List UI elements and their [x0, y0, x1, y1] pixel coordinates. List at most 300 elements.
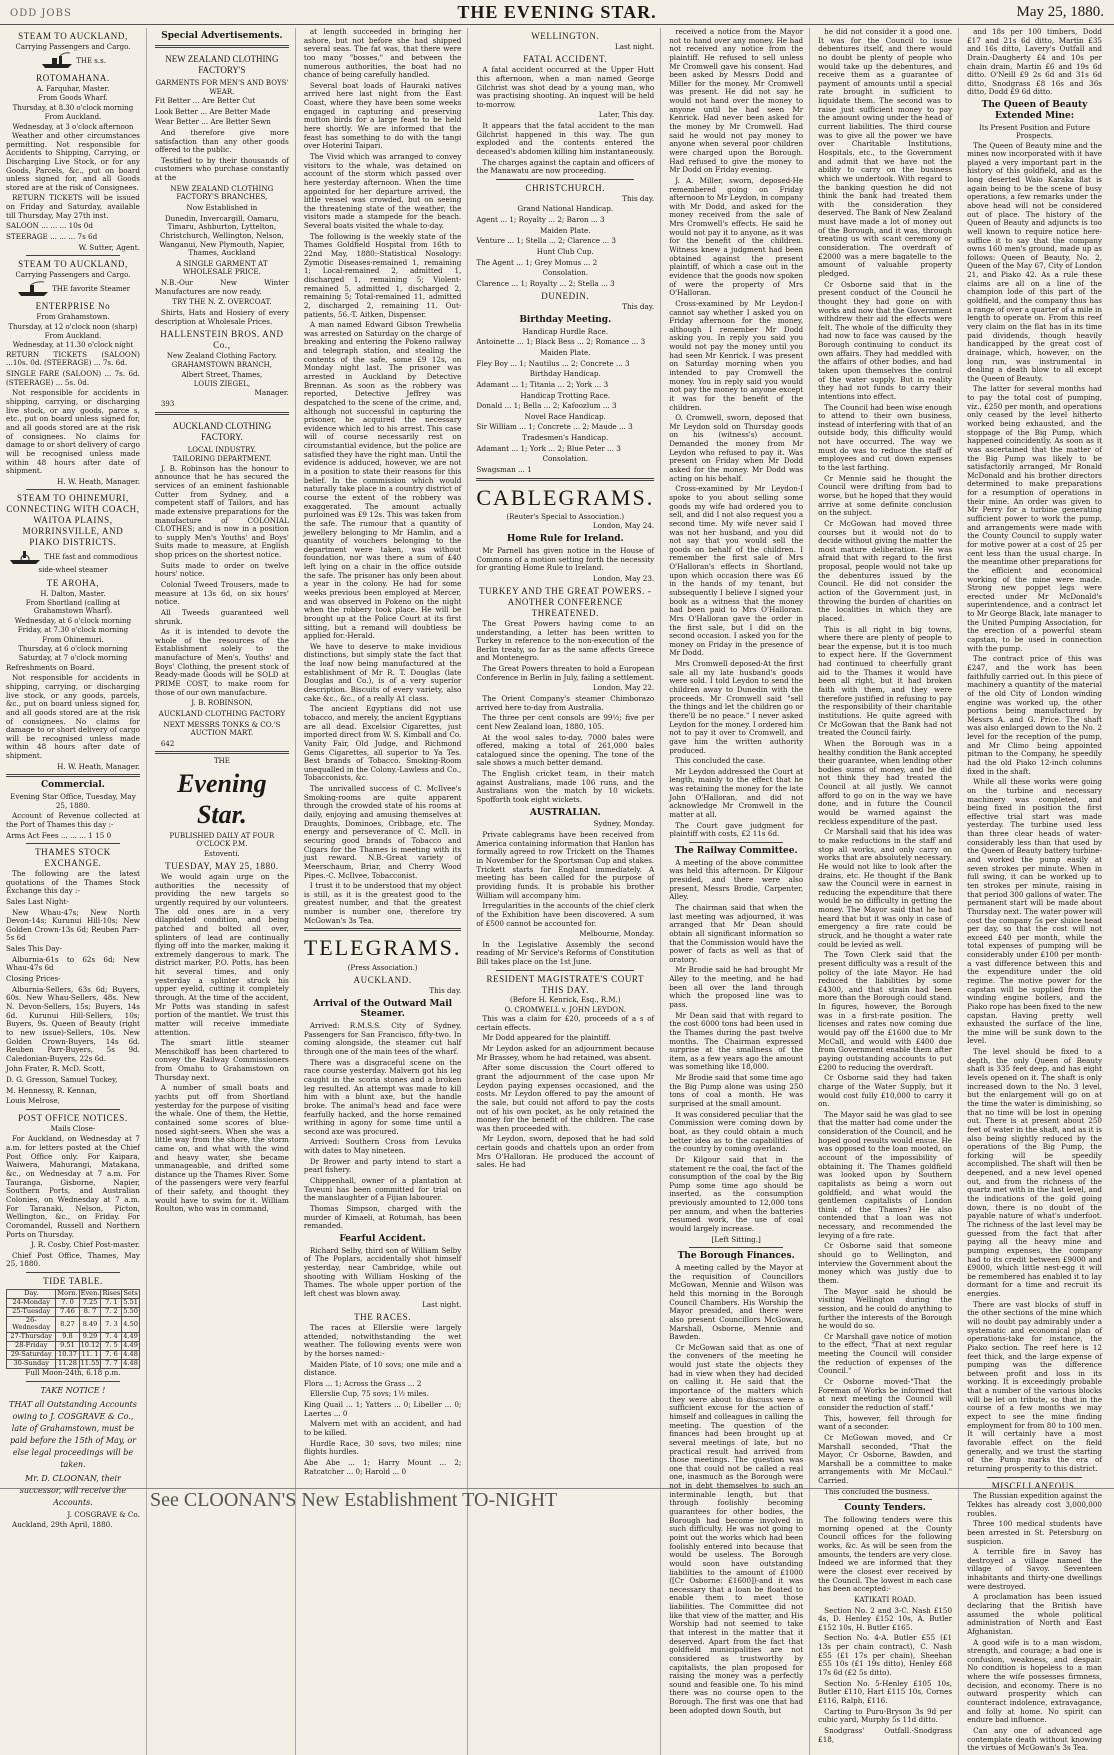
race-title: Maiden Plate.: [539, 225, 591, 235]
ad-text: Not responsible for accidents in shipping, carrying, or discharging live stock, or any goods, parcels, &c., put on board unless signed for, and all goods stored are at the risk of consignees. No claims for damage to or short delivery of cargo will be recognised unless made within 48 hours after date of shipment.: [6, 673, 140, 761]
article-text: The charges against the captain and officers of the Manawatu are now proceeding.: [476, 157, 655, 176]
ad-number: 393: [160, 400, 175, 409]
tide-cell: 7. 0: [56, 1298, 79, 1307]
article-text: Can any one of advanced age contemplate death without knowing the virtues of McGowan's 3s Tea.: [967, 1725, 1102, 1753]
article-text: Mr Brodie said that some time ago the Big Pump alone was using 250 tons of coal a month. He was surprised at the small amount.: [669, 1073, 804, 1109]
article-text: Cr Osborne said that someone should go to Wellington, and interview the Government about the money which was justly due to them.: [818, 1241, 953, 1285]
divider: [496, 179, 634, 180]
article-text: The following are the latest quotations of the Thames Stock Exchange this day :-: [6, 869, 140, 896]
tide-cell: 11.55: [80, 1359, 100, 1368]
article-text: The Russian expedition against the Tekkes has already cost 3,000,000 roubles.: [967, 1491, 1102, 1518]
article-text: The Vivid which was arranged to convey visitors to the whale, was detained on account of the storm which passed over here yesterday afternoon. When the time appointed for her departure arrived, the little vessel was crowded, but on seeing the threatening state of the weather, the visitors made a stampede for the beach. Several boats visited the whale to-day.: [303, 151, 462, 231]
divider: [26, 255, 120, 256]
article-text: Dr Kilgour said that in the statement re the coal, the fact of the consumption of the coal by the Big Pump some time ago should be inserted, as the consumption previously amounted to 12,000 tons per annum, and when the batteries resumed work, the use of coal would largely increase.: [669, 1154, 804, 1233]
notice-text: THAT all Outstanding Accounts owing to J. COSGRAVE & Co., late of Grahamstown, must be paid before the 15th of May, or else legal proceedings will be taken.: [9, 1399, 137, 1469]
article-text: Cr McGowan moved, and Cr Marshall seconded, "That the Mayor, Cr Osborne, Bawden, and Marshall be a committee to make arrangements with Mr McCaul." Carried.: [818, 1432, 953, 1486]
race-title: Novel Race Handicap.: [524, 411, 606, 421]
race-title: Maiden Plate, of 10 sovs; one mile and a distance.: [303, 1359, 462, 1378]
article-text: After some discussion the Court offered to grant the adjournment of the case upon Mr Leydon paying expenses occasioned, and the costs. Mr Leydon offered to pay the amount of the sale, but could not afford to pay the costs out of his own pocket, as he only retained the money for the benefit of the children. The case was then proceeded with.: [476, 1063, 655, 1133]
ad-text: Not responsible for accidents in shipping, carrying, or discharging live stock, or any goods, parce s, etc., put on board unless signed for, and all goods stored are at the risk of consignees. No claims for damage to or short delivery of cargo will be recognised unless made within 48 hours after date of shipment.: [6, 388, 140, 476]
tide-cell: 7.25: [79, 1298, 101, 1307]
fare-line: STEERAGE ... ... ... 7s 6d: [6, 231, 98, 241]
ad-signature: J. R. Cosby, Chief Post-master.: [30, 1240, 140, 1250]
divider: [689, 842, 783, 843]
ad-heading: STEAM TO AUCKLAND,: [18, 259, 128, 270]
steamship-icon: [16, 280, 50, 298]
article-text: The following tenders were this morning opened at the County Council offices for the following works, &c. As will be seen from the amounts, the tenders are very close. Indeed we are informed that they were the closest ever received by the Council. The lowest in each case has been accepted:-: [818, 1515, 953, 1594]
article-text: Cross-examined by Mr Leydon-I spoke to you about selling some goods my wife had ordered you to sell, and did I not also request you a second time. My wife never said I was not her husband, and you did not say that you would sell the goods on behalf of the children. I remember the first sale of Mrs O'Halloran's effects in Shortland, upon which occasion there was £6 in the hands of my tenant, but subsequently I believe I signed your book as a witness that the money had been paid to Mrs O'Halloran. Mrs O'Halloran gave the order in the first sale, but I did on the second occasion. I asked you for the money on Friday in the presence of Mr Dodd.: [669, 484, 804, 658]
place-heading: AUCKLAND.: [353, 975, 412, 986]
tide-cell: 8. 7: [79, 1307, 101, 1316]
article-text: The Council had been wise enough to attend to their own business, instead of interfering with that of an outside body, this difficulty would not have occurred. The way we must do was to reduce the staff of employees and cut down expenses to the last farthing.: [818, 402, 953, 473]
divider: [6, 774, 140, 777]
tide-table: [6, 1289, 140, 1369]
ad-number: 642: [160, 739, 175, 748]
dateline: London, May 24.: [592, 521, 655, 531]
ad-text: All Tweeds guaranteed well shrunk.: [154, 607, 289, 626]
route-time: Thursday, at 6 o'clock morning: [18, 644, 128, 653]
dateline: Chief Post Office, Thames, May 25, 1880.: [6, 1250, 140, 1269]
race-results: King Quail ... 1; Yatters ... 0; Libeller ... 0; Laertes ... 0: [303, 1400, 462, 1418]
paper-nameplate: Evening Star.: [177, 768, 267, 829]
article-text: O. Cromwell, sworn, deposed that Mr Leydon sold on Thursday goods on his (witness's) account. Demanded the money from Mr Leydon who refused to pay it. Was present on Friday when Mr Dodd asked for the money. Mr Dodd was acting on his behalf.: [669, 413, 804, 483]
revenue-line: Arms Act Fees ... ... ... 1 15 0: [6, 830, 112, 840]
article-text: Mr Leydon, sworn, deposed that he had sold certain goods and chattels upon an order from Mrs O'Halloran. He produced the account of sales. He had: [476, 1134, 655, 1170]
route-time: Wednesday, at 11.30 o'clock night: [12, 341, 134, 350]
tide-cell: 10.12: [80, 1341, 100, 1350]
ship-pre: THE fast and commodious side-wheel steamer: [38, 553, 138, 575]
article-heading: The Borough Finances.: [677, 1251, 795, 1262]
route-time: Thursday, at 12 o'clock noon (sharp): [8, 322, 138, 331]
dateline: Last night.: [422, 1299, 462, 1309]
tide-cell: 4.49: [123, 1332, 138, 1341]
article-text: Mr Leydon addressed the Court at length, mainly to the effect that he was retaining the money for the late John O'Halloran, and did not acknowledge Mr Cromwell in the matter at all.: [669, 766, 804, 820]
race-title: Consolation.: [542, 268, 589, 278]
article-text: Cr Marshall said that his idea was to make reductions in the staff and stop all works, and only carry on works that are absolutely necessary. He would not like to look after the drains, etc. He thought if the Bank saw the Council were in earnest in reducing the expenditure that there would be no difficulty in getting the money. The Mayor said that he had heard that but it was only in case of emergency a fire rate could be struck, and he thought a water rate could be levied as well.: [818, 827, 953, 949]
tide-cell: 9.51: [56, 1342, 79, 1351]
tide-cell: 25-Tuesday: [7, 1307, 56, 1316]
article-text: A meeting called by the Mayor at the requisition of Councillors McGowan, Mennie and Wilson was held this morning in the Borough Council Chambers. His Worship the Mayor presided, and there were also present Councillors McGowan, Marshall, Osborne, Mennie and Bawden.: [669, 1263, 804, 1342]
article-text: received a notice from the Mayor not to hand over any money. He had not received any notice from the plaintiff. He refused to sell unless Mr Cromwell gave his consent. Had been asked by Messrs Dodd and Miller for the money. Mr Cromwell was present. He did not say he would not hand over the money to anyone until he had seen Mr Kenrick. Had never been asked for the money by Mr Cromwell. Had said he would not pay money to anyone when several poor children were charged upon the Borough. Had refused to give the money to Mr Dodd on Friday evening.: [669, 27, 804, 175]
divider: [987, 1477, 1082, 1478]
ad-subheading: TAILORING DEPARTMENT.: [172, 455, 272, 464]
quote-list: Alburnia-61s to 62s 6d; New Whau-47s 6d: [6, 954, 140, 973]
article-heading: Birthday Meeting.: [519, 314, 612, 325]
article-text: While all these works were going on the turbine and necessary machinery was completed, and being fixed in position the first effective trial start was made yesterday. The turbine used less than three clear heads of water-considerably less than that used by the Queen of Beauty battery turbine-and worked the pump easily at seven strokes per minute. When in full swing, it can be worked up to ten strokes per minute, raising in that period 300 gallons of water. The permanent start will be made about Thursday next. The water power will cost the company 5s per sluice head per day, so that the cost will not exceed £40 per month, while the total expenses of pumping will be considerably under £100 per month-a vast difference between this and the expenditure under the old regime. The motive power for the capstan will be supplied from the winding engine boilers, and the Piako rope has been fixed to the new capstan. Having pretty well exhausted the surface of the line, the mine will be sunk down to the level.: [967, 777, 1102, 1046]
race-results: Clarence ... 1; Royalty ... 2; Stella ... 3: [476, 278, 615, 288]
tide-cell: 24-Monday: [7, 1298, 56, 1307]
race-title: Ellerslie Cup, 75 sovs; 1½ miles.: [309, 1389, 429, 1399]
tide-cell: 7. 7: [101, 1360, 122, 1369]
race-title: Hunt Club Cup.: [536, 246, 594, 256]
notice-heading: TAKE NOTICE !: [40, 1385, 106, 1395]
race-title: Grand National Handicap.: [517, 204, 614, 214]
article-text: A meeting of the above committee was held this afternoon. Dr Kilgour presided, and there were also present, Messrs Brodie, Carpenter, Alley.: [669, 857, 804, 902]
ad-heading: NEW ZEALAND CLOTHING FACTORY'S: [165, 53, 279, 76]
list-label: Mails Close-: [50, 1123, 96, 1133]
list-label: Sales Last Night-: [6, 896, 69, 906]
paper-publication: PUBLISHED DAILY AT FOUR O'CLOCK P.M.: [169, 832, 275, 849]
article-text: and 18s per 100 timbers, Dodd £17 and 21s 6d ditto, Martin £35 and 16s ditto, Lavery's Outfall and Drain.-Daugherty £4 and 10s per chain drain, Martin £6 and 19s 6d ditto. O'Neill £9 2s 6d and 31s 6d ditto, Snodgrass £8 16s and 36s ditto, Dodd £9 6d ditto.: [967, 27, 1102, 97]
ship-line: [6, 548, 140, 574]
article-text: Section No. 4-A. Butler £55 (£1 13s per chain contract), C. Nash £55 (£1 17s per chain), Sheehan £55 10s (£1 19s ditto), Henley £68 17s 6d (£2 5s ditto).: [818, 1633, 953, 1678]
ad-signature: J. B. ROBINSON,: [191, 698, 253, 708]
article-text: It appears that the fatal accident to the man Gilchrist happened in this way. The gun exploded and the contents entered the deceased's abdomen killing him instantaneously.: [476, 121, 655, 156]
route-time: Friday, at 7.30 o'clock morning: [17, 626, 129, 635]
route-from: From Goods Wharf.: [38, 94, 108, 103]
dateline: Melbourne, Monday.: [579, 929, 655, 939]
tide-cell: 11. 1: [79, 1351, 101, 1360]
divider: [26, 1109, 120, 1110]
article-text: Snodgrass' Outfall.-Snodgrass £18,: [818, 1725, 953, 1744]
ship-line: [6, 280, 140, 298]
dateline: This day.: [622, 193, 655, 203]
section-heading: POST OFFICE NOTICES.: [18, 1113, 128, 1124]
tide-footer: Full Moon-24th, 6.18 p.m.: [25, 1368, 121, 1378]
article-text: The Town Clerk said that the present difficulty was a result of the policy of the late Mayor. He had reduced the liabilities by some £4300, and that strain had been more than the Borough could stand. In figures, however, the Borough was in a first-rate position. The licenses and rates now coming due would pay off the £1600 due to Mr McCall, and would with £400 due from Government enable them after paying outstanding accounts to put £200 to reducing the overdraft.: [818, 950, 953, 1072]
ad-signature: NEXT MESSRS TONKS & CO.'S AUCTION MART.: [163, 719, 281, 738]
tide-cell: 4.49: [123, 1341, 138, 1350]
tide-cell: 10.37: [56, 1351, 79, 1360]
ad-signature: LOUIS ZIEGEL,: [193, 380, 251, 389]
article-text: Private cablegrams have been received from America containing information that Hanlon has formally agreed to row Trickett on the Thames in November for the Sportsman Cup and stakes. Trickett starts for England immediately. A meeting has been called for the purpose of providing funds. It is probable his brother William will accompany him.: [476, 830, 655, 900]
ad-heading: A SINGLE GARMENT AT WHOLESALE PRICE.: [176, 258, 268, 277]
ship-name: ROTOMAHANA.: [36, 73, 110, 84]
article-text: The latter for several months had to pay the total cost of pumping, viz., £250 per month, and operations only ceased by the level hitherto worked being exhausted, and the stoppage of the Big Pump, which happened coincidently. As soon as it was ascertained that the matter of the Big Pump was likely to be satisfactorily arranged, Mr Ronald McDonald and his brother directors determined to make preparations for a resumption of operations in their mine. An order was given to Mr Perry for a turbine generating sufficient power to work the pump, and arrangements were made with the County Council to supply water for motive power at a cost of 25 per cent less than the usual charge. In the meantime other preparations for the efficient and economical working of the mine were made. Strong new poppet legs were erected under Mr McDonald's superintendence, and a contract let to Mr George Black, late manager to the United Pumping Association, for the erection of a powerful steam capstan, to be used in connection with the pump.: [967, 384, 1102, 653]
dateline: London, May 23.: [592, 573, 655, 583]
ship-name: ENTERPRISE No: [35, 301, 111, 312]
race-results: Swagsman ... 1: [476, 465, 532, 475]
divider: [26, 843, 120, 844]
tide-header-cell: Sets: [123, 1288, 138, 1297]
quote-list: Alburnia-Sellers, 63s 6d; Buyers, 60s. New Whau-Sellers, 48s. New N. Devon-Sellers, 15s; Buyers, 14s 6d. Kurunui Hill-Sellers, 10s; Buyers, 9s. Queen of Beauty (right to new issue)-Sellers, 10s. New Golden Crown-Buyers, 14s 6d. Reuben Parr-Buyers, 5s 9d. Caledonian-Buyers, 22s 6d.: [6, 984, 140, 1063]
article-text: Cr Osborne said they had taken charge of the Water Supply, but it would cost fully £10,000 to carry it on.: [818, 1073, 953, 1109]
paper-the: THE: [213, 757, 230, 766]
ad-text: N.B.-Our New Winter Manufactures are now ready.: [154, 278, 289, 296]
ship-master: H. Dalton, Master.: [40, 589, 106, 598]
ad-heading: STEAM TO AUCKLAND,: [18, 31, 128, 41]
article-text: A proclamation has been issued declaring that the British have assumed the whole political administration of North and East Afghanistan.: [967, 1592, 1102, 1636]
ad-text: RETURN TICKETS will be issued on Friday and Saturday, available till Thursday, May 27th inst.: [6, 193, 140, 220]
tide-cell: 27-Thursday: [7, 1333, 56, 1342]
ad-text: Testified to by their thousands of customers who purchase constantly at the: [154, 155, 289, 183]
section-heading: Commercial.: [40, 780, 105, 791]
ad-heading: STEAM TO OHINEMURI, CONNECTING WITH COACH, WAITOA PLAINS, MORRINSVILLE, AND PIAKO DISTRICTS.: [6, 493, 140, 547]
race-results: Adamant ... 1; York ... 2; Blue Peter ... 3: [476, 443, 621, 453]
article-text: Mr Brodie said he had brought Mr Alley to the meeting, and he had been all over the land through which the proposed line was to pass.: [669, 965, 804, 1009]
section-heading: AUSTRALIAN.: [529, 807, 601, 818]
article-text: A man named Edward Gibson Trewhelia was arrested on Saturday on the charge of breaking and entering the Pokeno railway and telegraph station, and stealing the contents of the safe, some £9 12s, on Monday night last. The prisoner was arrested in Auckland by Detective Brennan. As soon as the robbery was reported, Detective Jeffrey was despatched to the scene of the crime, and, although not successful in capturing the prisoner, he acquired the necessary evidence which led to his arrest. This case will of course necessarily rest on circumstantial evidence, but the police are satisfied they have the right man. Until the evidence is adduced, however, we are not in a position to state their reasons for this belief. In the commission which would naturally take place in a country district of course the extent of the robbery was exaggerated. The amount actually purloined was £9 12s. This was taken from the safe. The rumour that a quantity of jewellery belonging to Mr Hamlin, and a quantity of vouchers belonging to the department were taken, was without foundation, nor was there a sum of £40 left lying on a chair in the office outside the safe. The prisoner has only been about a year in the colony. He had for some weeks previous been employed at Mercer, and was observed in Pokeno on the night when the robbery took place. He will be brought up at the Police Court at its first sitting, but a remand will doubtless be applied for.-Herald.: [303, 320, 462, 641]
tide-cell: 4.48: [123, 1359, 138, 1368]
article-text: A terrible fire in Savoy has destroyed a village named the village of Savoy. Seventeen inhabitants and thirty-one dwellings were destroyed.: [967, 1547, 1102, 1591]
article-text: he did not consider it a good one. It was for the Council to issue debentures itself, and there would no doubt be plenty of people who would take up the debentures, and receive them as a guarantee of payment of amounts until a special rate brought in sufficient to liquidate them. The second was to raise just sufficient money to pay the amount owing under the head of current liabilities. The third course was to give all the power we have over Charitable Institutions, Hospitals, etc., to the Government and admit that we have not the ability to carry on the business which we undertook. With regard to the banking question he did not think the bank had treated them with the consideration they deserved. The Bank of New Zealand must have made a lot of money out of the Borough, and it was, through treating us with scant ceremony or consideration. The overdraft of £2000 was a mere bagatelle to the amount of valuable property pledged.: [818, 27, 953, 278]
route-from: From Auckland.: [44, 332, 102, 341]
tide-cell: 28-Friday: [7, 1342, 56, 1351]
tide-cell: 8.49: [79, 1316, 101, 1333]
dateline: This day.: [429, 985, 462, 995]
article-text: The Queen of Beauty mine and the mines now incorporated with it have played a very important part in the history of this goldfield, and as the long deserted Waio Karaka flat is again being to be the scene of busy operations, a few remarks under the above head will not be considered out of place. The history of the Queen of Beauty and adjuncts is too well known to require notice here-suffice it to say that the company owns 160 men's ground, made up as follows: Queen of Beauty, No. 2, Queen of the May 67, City of London 21, and Piako 42. As a rule these claims are all on a line of the champion lode of this part of the goldfield, and the company thus has a range of over a quarter of a mile in length to operate on. From this reef very claim on the flat has in its time paid dividends, though heavily handicapped by the great cost of drainage, which, however, on the long run, was instrumental in dealing a death blow to all except the Queen of Beauty.: [967, 140, 1102, 383]
article-text: This was a claim for £20, proceeds of a s of certain effects.: [476, 1014, 655, 1032]
article-text: The unrivalled success of C. McIlvee's Smoking-rooms are quite apparent through the crowded state of his rooms at daily, enjoying and amusing themselves at Draughts, Dominoes, Cribbage, etc. The energy and perseverance of C. McIl. in securing good brands of Tobacco and Cigars for the Thames is meeting with its just reward. N.B.-Great variety of Meerschaum, Briar, and Cherry Wood Pipes.-C. McIlvee, Tobacconist.: [303, 784, 462, 880]
tide-cell: 7. 2: [101, 1307, 122, 1316]
ad-heading: NEW ZEALAND CLOTHING FACTORY'S BRANCHES,: [170, 183, 274, 202]
section-heading: TELEGRAMS.: [303, 935, 462, 961]
tide-cell: 7. 4: [101, 1333, 122, 1342]
article-text: The chairman said that when the last meeting was adjourned, it was arranged that Mr Dean should obtain all significant information so that the Commission would have the power of facts as well as that of oratory.: [669, 902, 804, 964]
broker-line: M. Hennessy, R. Kennan,: [6, 1085, 97, 1095]
tide-cell: 9.8: [56, 1333, 79, 1342]
race-results: Antoinette ... 1; Black Bess ... 2; Romance ... 3: [476, 337, 646, 347]
article-text: Irregularities in the accounts of the chief clerk of the Exhibition have been discovered. A sum of £500 cannot be accounted for.: [476, 901, 655, 928]
article-text: at length succeeded in bringing her ashore, but not before she had shipped several seas. The fat was, that there were too many "bosses," and between the numerous authorities, the boat had no chance of being carefully handled.: [303, 27, 462, 80]
article-text: Mr Dean said that with regard to the cost 6000 tons had been used in the Thames during the past twelve months. The Chairman expressed surprise at the smallness of the item, as a few years ago the amount was something like 18,000.: [669, 1010, 804, 1072]
article-text: A good wife is to a man wisdom, strength, and courage; a bad one is confusion, weakness, and despair. No condition is hopeless to a man where the wife possesses firmness, decision, and economy. There is no outward prosperity which can counteract indolence, extravagance, and folly at home. No spirit can endure bad influence.: [967, 1637, 1102, 1725]
article-text: We have to deserve to make invidious distinctions, but simply state the fact that the loaf now being manufactured at the establishment of Mr R. T. Douglas (late Douglas and Co.), is of a very superior description. Biscuits of every variety, also cake &c., &c., of a really A1 class.: [303, 641, 462, 703]
fare-line: SINGLE FARE (SALOON) ... 7s. 6d. (STEERAGE) ... 5s. 0d.: [6, 369, 140, 387]
section-subheading: (Reuter's Special to Association.): [506, 513, 625, 522]
broker-line: D. G. Gresson, Samuel Tuckey,: [6, 1075, 118, 1085]
ad-heading: AUCKLAND CLOTHING FACTORY.: [172, 420, 272, 443]
section-heading: TIDE TABLE.: [43, 1276, 103, 1287]
race-results: The Agent ... 1; Grey Momus ... 2: [476, 257, 598, 267]
race-results: Abe Abe ... 1; Harry Mount ... 2; Ratcatcher ... 0; Harold ... 0: [303, 1457, 462, 1476]
tide-header-cell: Morn.: [57, 1288, 78, 1297]
article-text: The contract price of this was £247, and the work has been faithfully carried out. In this piece of machinery a quantity of the material of the old City of London winding engine was worked up, the other portions being manufactured by Messrs A. and G. Price. The shaft was also enlarged down to the No. 2 level for the reception of the pump, and Mr Climo being appointed pitman to the Company, he speedily had the old Piako 12-inch columns fixed in the shaft.: [967, 654, 1102, 776]
paddle-steamer-icon: [8, 548, 42, 566]
tide-cell: 26-Wednesday: [7, 1316, 56, 1333]
tide-cell: 5.50: [123, 1306, 138, 1315]
table-row: [7, 1316, 140, 1333]
tide-cell: 4.50: [122, 1316, 140, 1333]
race-title: Hurdle Race, 30 sovs, two miles; nine flights hurdles.: [303, 1438, 462, 1457]
article-text: Cr Marshall gave notice of motion to the effect, "That at next regular meeting the Council will consider the reduction of expenses of the Council.": [818, 1331, 953, 1376]
article-text: This concluded the case.: [675, 756, 766, 766]
article-text: J. A. Miller, sworn, deposed-He remembered going on Friday afternoon to Mr Leydon, in company with Mr Dodd, and asked for the money received from the sale of Mrs Cromwell's effects. He said he would not pay it to anyone, as it was for the benefit of the children. Witness knew a judgment had been obtained against the present plaintiff, of which a case out in the evidence that the goods now spoken of were the property of Mrs O'Halloran.: [669, 175, 804, 298]
article-heading: THE RACES.: [354, 1312, 412, 1323]
tide-cell: 7. 3: [101, 1316, 122, 1333]
article-text: Cr Osborne moved-"That the Foreman of Works be informed that at next meeting the Council will consider the reduction of staff.": [818, 1377, 953, 1412]
article-text: For Auckland, on Wednesday at 7 a.m. for letters posted at the Chief Post Office only. For Kaipara, Waiwera, Mahurangi, Matakana, &c., on Wednesday at 7 a.m. For Tauranga, Gisborne, Napier, Southern Ports, and Australian Colonies, on Wednesday at 7 a.m. For Taranaki, Nelson, Picton, Wellington, &c., on Friday. For Coromandel, Russell and Northern Ports on Thursday.: [6, 1134, 140, 1239]
race-results: Donald ... 1; Bella ... 2; Kafoozlum ... 3: [476, 401, 617, 411]
divider: [304, 928, 462, 931]
section-heading: CABLEGRAMS.: [476, 484, 655, 510]
article-text: There are vast blocks of stuff in the other sections of the mine which will no doubt pay admirably under a systematic and economical plan of operations-take for instance, the Piako section. The reef here is 12 feet thick, and the large expense of pumping was the difference between profit and loss in its working. It is exceedingly probable that a number of the various blocks will be let on tribute, so that in the course of a few months we may expect to see the mine finding employment for from 80 to 100 men. It will certainly have a most favorable effect on the field generally, and we trust the starting of the Pump marks the era of returning prosperity to this district.: [967, 1299, 1102, 1473]
ad-line: Look Better ... Are Better Made: [154, 106, 271, 116]
article-text: A number of small boats and yachts put off from Shortland yesterday for the purpose of visiting the whale. One of them, the Hettie, contained some scores of blue-nosed sight-seers. When she was a little way from the shore, the storm came on, and what with the wind and heavy water, she became unmanageable, and drifted some distance up the Thames River. Some of the passengers were very fearful of their safety, and thought they would have to swim for it. William Roulton, who was in command,: [154, 1083, 289, 1214]
place-heading: WELLINGTON.: [531, 31, 600, 41]
divider: [155, 751, 289, 754]
tide-cell: 7.46: [56, 1307, 79, 1316]
route-time: Wednesday, at 6 o'clock morning: [14, 616, 132, 625]
ad-signature: H. W. Heath, Manager.: [57, 476, 140, 486]
ad-subheading: Albert Street, Thames,: [181, 370, 263, 379]
divider: [689, 1247, 783, 1248]
ship-name: TE AROHA,: [46, 577, 100, 588]
ship-pre: THE favorite Steamer: [52, 285, 130, 294]
route-from: From Grahamstown.: [36, 313, 110, 322]
article-text: This, however, fell through for want of a seconder.: [818, 1413, 953, 1432]
article-text: The Great Powers having come to an understanding, a letter has been written to Turkey in reference to the non-execution of the Berlin treaty, so far as the same affects Greece and Montenegro.: [476, 618, 655, 663]
list-label: Sales This Day-: [6, 944, 62, 954]
paper-motto: Estoventi.: [204, 849, 240, 858]
ad-text: And therefore give more satisfaction than any other goods offered to the public.: [154, 127, 289, 155]
section-heading: THAMES STOCK EXCHANGE.: [35, 847, 111, 869]
article-heading: FATAL ACCIDENT.: [523, 54, 608, 65]
dateline: London, May 22.: [592, 683, 655, 693]
article-text: The Mayor said he was glad to see that the matter had come under the consideration of the Council, and he hoped good results would ensue. He was opposed to the loan mooted, on account of the impossibility of obtaining it. The Thames goldfield was looked upon by Southern capitalists as being a worn out goldfield, and what would the gentlemen capitalists of London think of the Thames? He also contended that a loan was not necessary, and recommended the levying of a fire rate.: [818, 1109, 953, 1240]
article-text: This is all right in big towns, where there are plenty of people to bear the expense, but it is too much to expect here. If the Government had continued to cheerfully grant aid to the Thames it would have been all right, but it had broken faith with them, and they were therefore justified in refusing to pay the responsibility of their charitable institutions. He quite agreed with Cr McGowan that the Bank had not treated the Council fairly.: [818, 624, 953, 738]
ad-signature: AUCKLAND CLOTHING FACTORY: [158, 708, 286, 718]
article-text: Richard Selby, third son of William Selby of The Poplars, accidentally shot himself yesterday, near Cambridge, while out shooting with William Hosking of the Thames. The whole upper portion of the left chest was blown away.: [303, 1245, 462, 1298]
divider: [155, 45, 289, 48]
article-text: Dr Brower and party intend to start a pearl fishery.: [303, 1156, 462, 1175]
list-label: Closing Prices-: [6, 974, 61, 984]
article-text: It was considered peculiar that the Commission were coming down by boat, as they could obtain a much better idea as to the capabilities of the country by coming overland.: [669, 1109, 804, 1154]
race-results: Agent ... 1; Royalty ... 2; Baron ... 3: [476, 215, 605, 224]
article-text: The English cricket team, in their match against Australians, made 106 runs, and the Australians won the match by 10 wickets. Spofforth took eight wickets.: [476, 769, 655, 805]
place-heading: CHRISTCHURCH.: [525, 182, 606, 193]
table-row: [7, 1298, 140, 1307]
dateline: This day.: [622, 302, 655, 312]
ad-subheading: New Zealand Clothing Factory.: [166, 351, 277, 360]
dateline: Sydney, Monday.: [593, 819, 655, 829]
article-text: Cr McGowan had moved three courses but it would not do to decide without giving the matter the most mature deliberation. He was afraid that with regard to the first proposal, people would not take up the debentures issued by the Council. He did not consider the action of the Government just, in throwing the burden of charities on the localities in which they are placed.: [818, 518, 953, 623]
divider: [26, 489, 120, 490]
article-heading: The Queen of Beauty Extended Mine:: [981, 100, 1088, 121]
article-text: The races at Ellerslie were largely attended, notwithstanding the wet weather. The following events were won by the horses named:-: [303, 1322, 462, 1358]
route-time: Thursday, at 8.30 o'clock morning: [12, 103, 134, 112]
race-results: Fley Boy ... 1; Nautilus ... 2; Concrete ... 3: [476, 358, 630, 368]
ad-text: Weather and other circumstances permitting. Not responsible for Accidents to Shipping, Carrying, or Discharging Live Stock, or for any Goods, Parcels, &c., put on board unless signed for, and all Goods stored are at the risk of Consignees.: [6, 130, 140, 192]
article-text: Arrived: Southern Cross from Levuka with dates to May nineteen.: [303, 1137, 462, 1156]
article-text: In the Legislative Assembly the second reading of Mr Service's Reforms of Constitution Bill takes place on the 1st June.: [476, 939, 655, 967]
article-text: Section No. 5-Henley £105 10s, Butler £110, Hart £115 10s, Cornes £116, Ralph, £116.: [818, 1678, 953, 1705]
ad-subheading: GARMENTS FOR MEN'S AND BOYS' WEAR.: [155, 79, 289, 96]
ad-signature: Manager.: [254, 388, 289, 398]
ad-subheading: Carrying Passengers and Cargo.: [15, 271, 131, 280]
article-text: Section No. 2 and 3-C. Nash £150 4s, D. Henley £152 10s, A. Butler £152 10s, H. Butler £165.: [818, 1605, 953, 1632]
article-text: The three per cent consols are 99½; five per cent New Zealand loan, 1880, 105.: [476, 713, 655, 731]
divider: [476, 478, 654, 481]
article-text: Mr Leydon asked for an adjournment because Mr Brassey, whom he had retained, was absent.: [476, 1044, 655, 1062]
ship-line: [6, 52, 140, 70]
tide-cell: 29-Saturday: [7, 1351, 56, 1360]
tide-cell: 7. 6: [101, 1351, 122, 1360]
article-text: The Orient Company's steamer Chimborazo arrived here to-day from Australia.: [476, 693, 655, 712]
ad-line: Fit Better ... Are Better Cut: [154, 95, 256, 105]
race-results: Adamant ... 1; Titania ... 2; York ... 3: [476, 379, 609, 389]
article-text: The smart little steamer Menschikoff has been chartered to convey the Railway Commissioners from Omahu to Grahamstown on Thursday next.: [154, 1038, 289, 1082]
ad-text: J. B. Robinson has the honour to announce that he has secured the services of an eminent fashionable Cutter from Sydney, and a competent staff of Tailors, and has made extensive preparations for the manufacture of COLONIAL CLOTHES; and is now in a position to supply Men's Youths' and Boys' Suits made to measure, at English shop prices on the shortest notice.: [154, 463, 289, 560]
steamship-icon: [40, 52, 74, 70]
ad-text: Refreshments on Board.: [6, 662, 95, 672]
article-text: Cr Mennie said he thought the Council were drifting from bad to worse, but he hoped that they would arrive at some definite conclusion on the subject.: [818, 473, 953, 518]
article-text: Malvern met with an accident, and had to be killed.: [303, 1419, 462, 1438]
issue-date: May 25, 1880.: [1016, 4, 1104, 20]
ad-text: Colonial Tweed Trousers, made to measure at 13s 6d, on six hours' notice.: [154, 580, 289, 607]
article-text: Mr Dodd appeared for the plaintiff.: [482, 1033, 611, 1043]
ad-signature: W. Sutter, Agent.: [78, 242, 140, 252]
article-text: We would again urge on the authorities the necessity of providing the new targets so urgently required by our volunteers. The old ones are in a very dilapidated condition, and being patched and bolted all over, splinters of lead are continually flying off into the marker, making it extremely dangerous to mark. The district marker, P.O. Potts, has been hit several times, and only yesterday a splinter struck his upper eyelid, cutting it completely through. At the time of the accident, Mr Potts was standing in safest portion of the mantlet. We trust this matter will receive immediate attention.: [154, 872, 289, 1037]
tide-cell: 5.51: [123, 1297, 138, 1306]
article-heading: Home Rule for Ireland.: [506, 534, 624, 545]
ship-master: A. Farquhar, Master.: [36, 84, 110, 93]
ad-text: Shirts, Hats and Hosiery of every description at Wholesale Prices.: [154, 308, 289, 326]
article-text: The Mayor said he should be visiting Wellington during the session, and he could do anything to further the interests of the Borough he would do so.: [818, 1286, 953, 1331]
notice-text: Mr. D. CLOONAN, their successor, will receive the Accounts.: [19, 1473, 127, 1507]
article-text: The ancient Egyptians did not use tobacco, and merely, the ancient Egyptians are all dead. Excelsior Cigarettes, just imported direct from W. S. Kimball and Co. Vanity Fair, Old Judge, and Richmond Gems Cigarettes, all superior to Ya Tes. Best brands of Tobacco. Smoking-Room unequalled in the Colony.-Lawless and Co., Tobacconists, &c.: [303, 704, 462, 783]
dateline: Last night.: [614, 41, 655, 51]
article-text: Carting to Puru-Bryson 3s 9d per cubic yard, Murphy 5s 11d ditto.: [818, 1706, 953, 1725]
article-text: The following is the weekly state of the Thames Goldfield Hospital from 16th to 22nd May, 1880:-Statistical Nosology: Zymotic Diseases-remained 1, remaining 1; Local-remained 2, admitted 1, discharged 1, remaining 5; Violent-remained 5, admitted 1, discharged 2, remaining 5; Total-remained 11, admitted 2, discharged 2, remaining 11. Out-patients, 56.-T. Aitken, Dispenser.: [303, 231, 462, 319]
ad-signature: H. W. Heath, Manager.: [57, 761, 140, 771]
tide-header-cell: Rises: [102, 1288, 121, 1297]
article-text: At the wool sales to-day, 7000 bales were offered, making a total of 261,000 bales catalogued since the opening. The tone of the sale shows a much better demand.: [476, 732, 655, 768]
article-text: Cr Osborne said that in the present conduct of the Council he thought they had gone on with works and now that the Government withdrew their aid the effects were felt. The whole of the difficulty they had now to face was caused by the Borough continuing to conduct its own affairs. They had meddled with the affairs of other bodies, and had taken upon themselves the control of the water supply. But in reality they had not funds to carry their intentions into effect.: [818, 279, 953, 401]
broker-line: John Frater, R. McD. Scott,: [6, 1064, 105, 1074]
masthead-left: ODD JOBS: [10, 8, 72, 19]
article-text: Account of Revenue collected at the Port of Thames this day :-: [6, 811, 140, 830]
broker-line: Louis Melrose,: [6, 1096, 60, 1106]
article-heading: The Railway Committee.: [674, 845, 798, 856]
tide-cell: 30-Sunday: [7, 1360, 56, 1369]
article-heading: TURKEY AND THE GREAT POWERS. - ANOTHER CONFERENCE THREATENED.: [479, 586, 652, 619]
route-time: Wednesday, at 3 o'clock afternoon: [12, 122, 134, 131]
race-title: Consolation.: [542, 454, 589, 464]
section-subheading: (Press Association.): [347, 963, 418, 972]
article-text: This concluded the business.: [824, 1486, 930, 1496]
bottom-advert: See CLOONAN'S New Establishment TO-NIGHT: [0, 1488, 1114, 1521]
race-title: Handicap Trotting Race.: [520, 390, 611, 400]
ad-subheading: Now Established in: [186, 203, 258, 212]
ad-text: Suits made to order on twelve hours' notice.: [154, 560, 289, 579]
divider: [496, 970, 634, 971]
article-heading: Fearful Accident.: [339, 1233, 426, 1244]
article-text: Chippenhall, owner of a plantation at Taveuni has been committed for trial on the manslaughter of a Fijian labourer.: [303, 1176, 462, 1203]
ship-pre: THE s.s.: [76, 57, 106, 66]
divider: [155, 412, 289, 415]
section-heading: MISCELLANEOUS.: [991, 1480, 1078, 1491]
fare-line: SALOON ... ... ... 10s 0d: [6, 221, 93, 231]
section-heading: RESIDENT MAGISTRATE'S COURT THIS DAY.: [486, 973, 645, 995]
place-heading: DUNEDIN.: [541, 291, 590, 302]
article-text: I trust it to be understood that my object is still, as it is the greatest good to the greatest number, and that the greatest number is number one, therefore try McGowan's 3s Tea.: [303, 881, 462, 925]
newspaper-title: THE EVENING STAR.: [457, 2, 657, 22]
race-title: Maiden Plate.: [539, 348, 591, 357]
tide-cell: 7. 1: [101, 1298, 122, 1307]
ad-heading: HALLENSTEIN BROS. AND Co.,: [160, 329, 284, 351]
article-text: Cr McGowan said that as one of the conveners of the meeting he would just state the objects they had in view when they had decided on calling it. He said that the importance of the matters which they were about to discuss were a sufficient excuse for the action of himself and colleagues in calling the meeting. The question of the finances had been brought up at several meetings of late, but no practical result had arrived from those meetings. The question was one that could not be called a real one, inasmuch as the Borough were not in debt themselves to such an interminable length, but that through foolishly becoming guarantees for other bodies, the Borough had become involved in such difficulty. He was not going to point out the works which had been foolishly entered into because that would be useless. The Borough would soon have outstanding liabilities to the amount of £1000 ([Cr Osborne: £1600])-and it was necessary that a loan be floated to enable them to meet those liabilities. The Committee did not like that view of the matter, and His Worship had not seemed to take that interest in the matter that it deserved. Apart from the fact that goldfield municipalities are not considered as trustworthy by capitalists, the plan proposed for raising the money was a perfectly sound and feasible one. To his mind there was no course open to the Borough. The first was one that had been adopted down South, but: [669, 1342, 804, 1715]
tide-cell: 9.29: [79, 1333, 101, 1342]
tide-cell: 7. 5: [101, 1342, 122, 1351]
section-subheading: (Before H. Kenrick, Esq., R.M.): [510, 996, 621, 1005]
tide-cell: 8.27: [56, 1316, 79, 1333]
divider: [26, 1381, 120, 1382]
route-time: Saturday, at 7 o'clock morning: [18, 654, 128, 663]
tide-cell: 4.48: [123, 1350, 138, 1359]
article-text: Mrs Cromwell deposed-At the first sale all my late husband's goods were sold. I told Leydon to send the children away to Dunedin with the proceeds. Mr Cromwell said "sell the things and let the children go or there'll be no peace." I never asked Leydon for the money. I ordered him not to pay it over to Cromwell, and gave him the written authority produced.: [669, 659, 804, 755]
masthead: [0, 0, 1114, 25]
ad-signature: J. COSGRAVE & Co.: [67, 1509, 140, 1519]
dateline: Evening Star Office, Tuesday, May 25, 1880.: [10, 792, 136, 810]
race-title: Handicap Hurdle Race.: [522, 326, 609, 336]
subheading: KATIKATI ROAD.: [854, 1594, 916, 1604]
quote-list: New Whau-47s; New North Devon-14s; Kurunui Hill-10s; New Golden Crown-13s 6d; Reuben Parr-5s 6d: [6, 907, 140, 943]
editorial-date: TUESDAY, MAY 25, 1880.: [165, 861, 279, 872]
dateline: Later, This day.: [598, 110, 655, 120]
article-subheading: Its Present Position and Future Prospects.: [979, 123, 1090, 141]
article-text: When the Borough was in a healthy condition the Bank accepted their guarantee, when lending other bodies sums of money, and he did not think they had treated the Council at all justly. We cannot afford to go on in the way we have done, and in future the Council would be warned against the reckless expenditure of the past.: [818, 738, 953, 826]
